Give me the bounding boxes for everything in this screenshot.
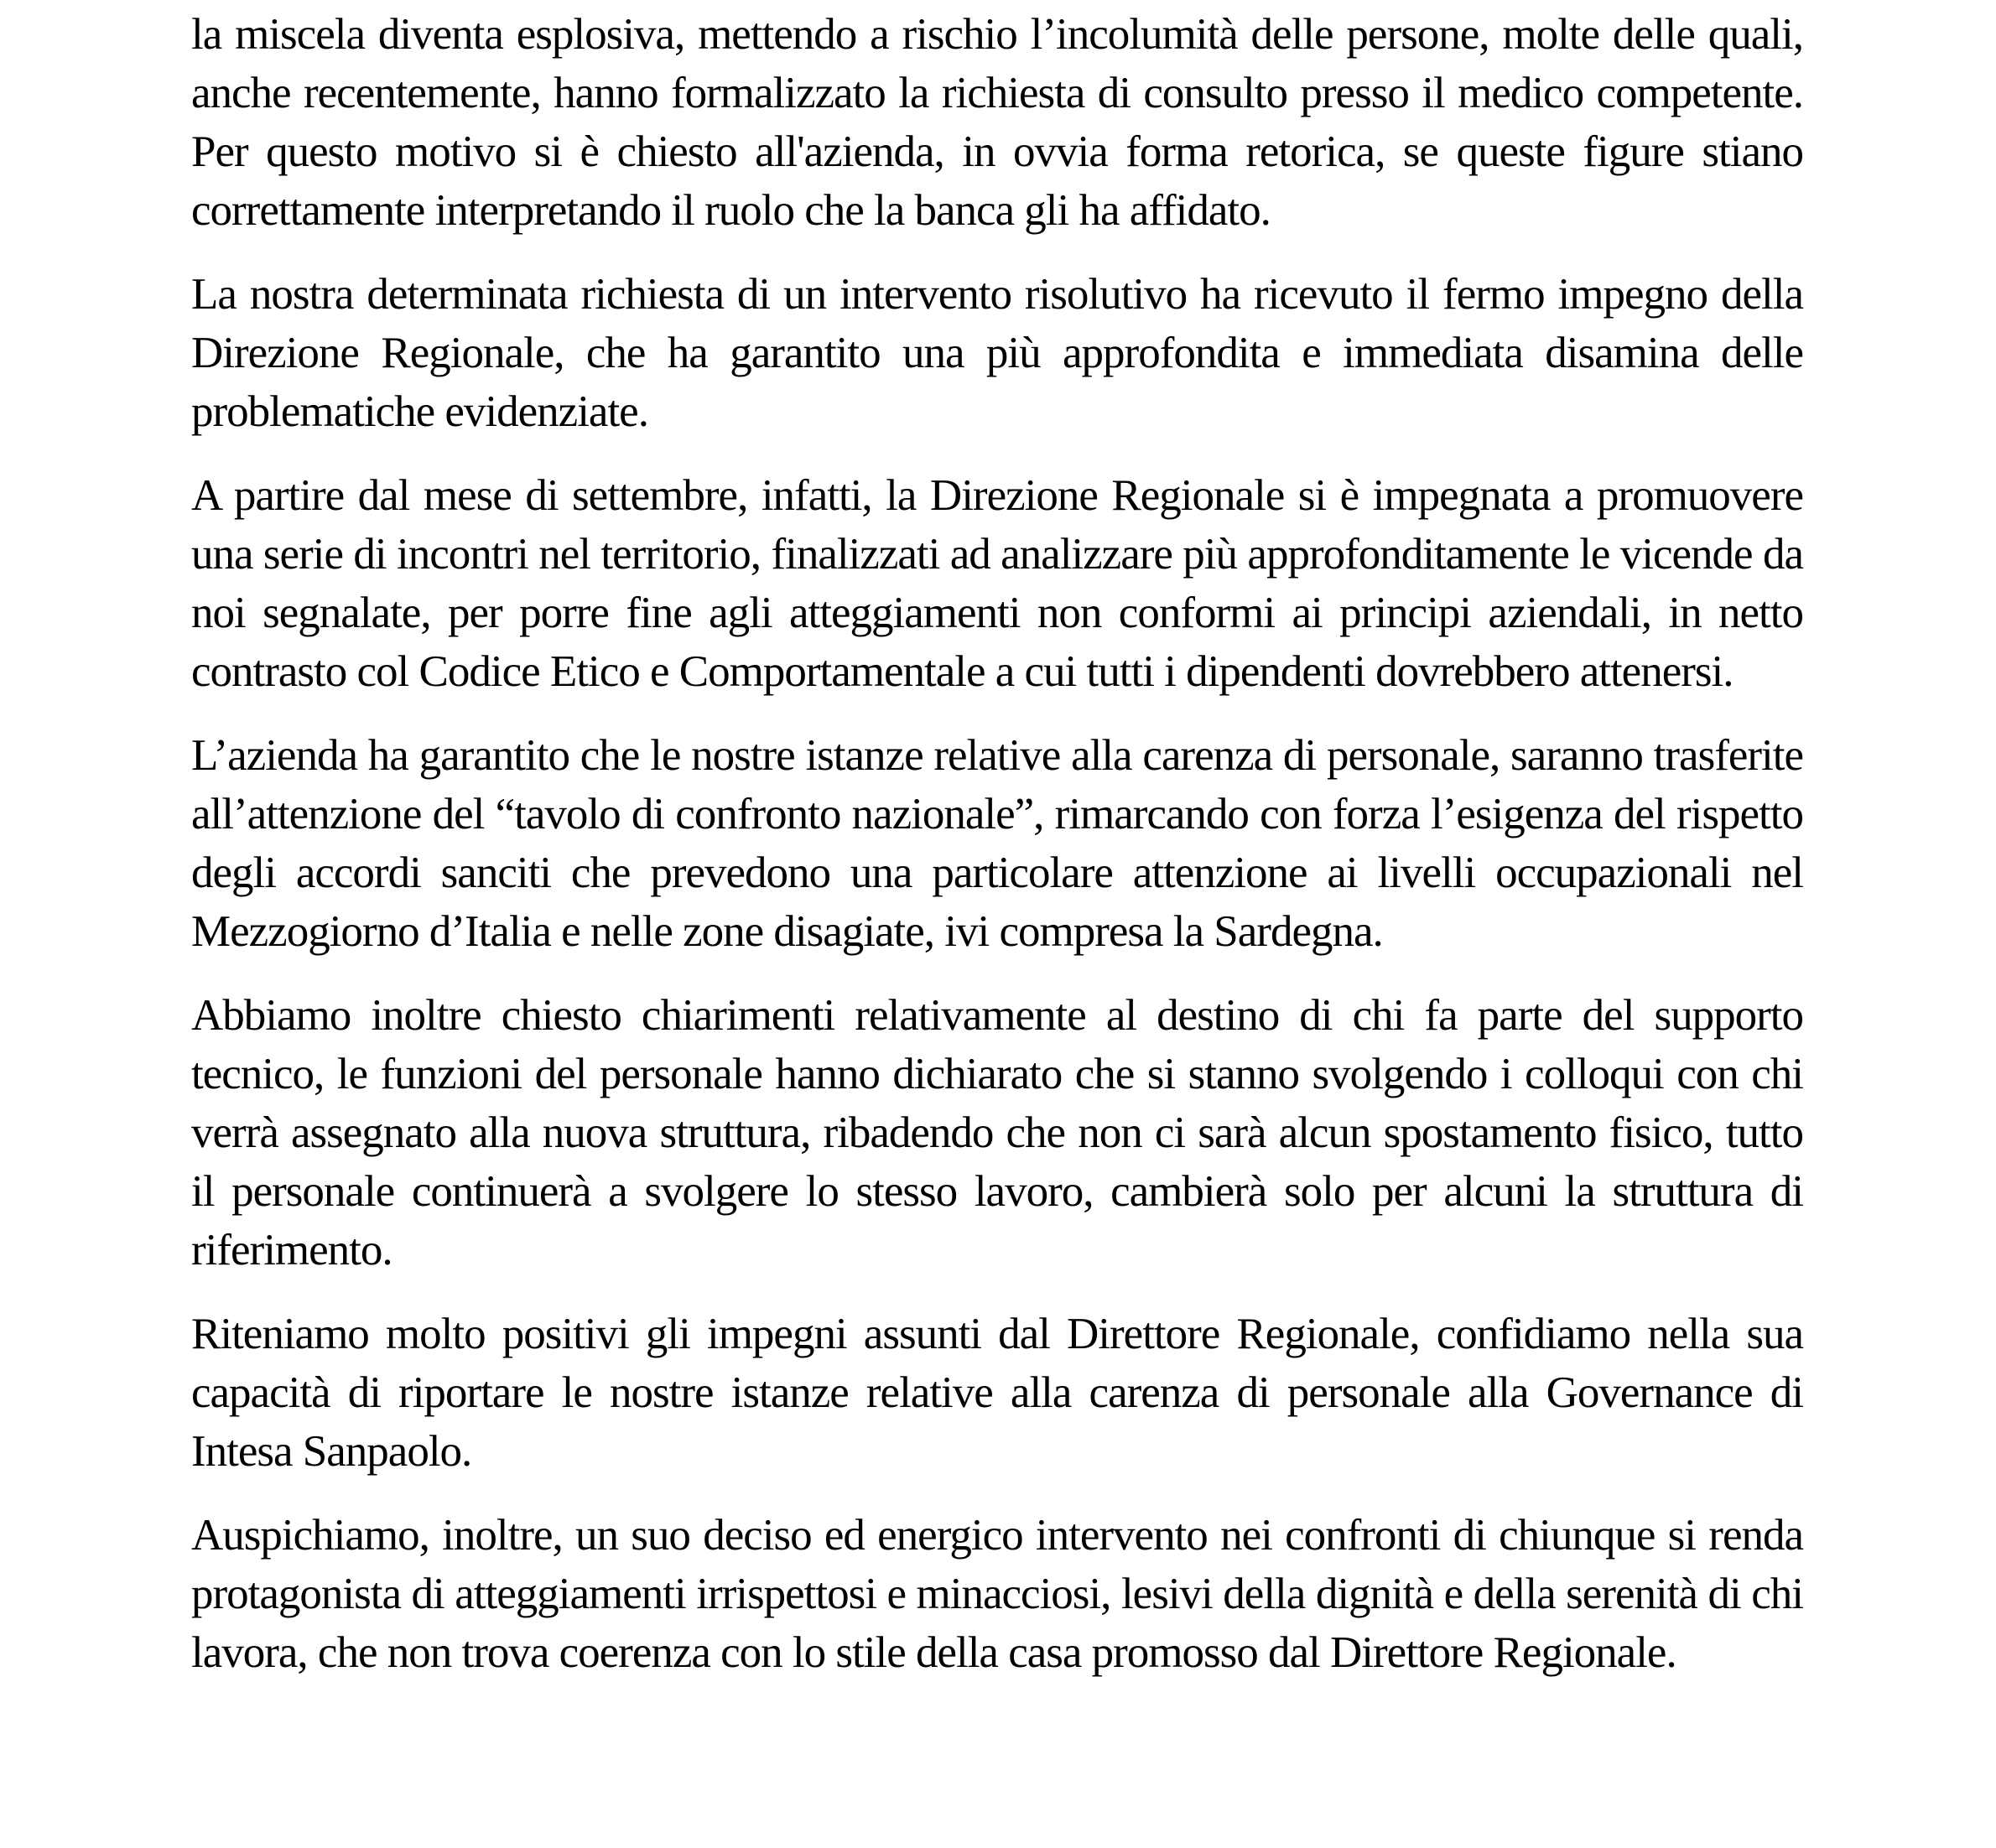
paragraph-7: Auspichiamo, inoltre, un suo deciso ed energico intervento nei confronti di chiunque si renda protagonista di atteggiamenti irrispettosi e minacciosi, lesivi della dignità e della serenità di chi lavora, che non trova coerenza con lo stile della casa promosso dal Direttore Regionale. xyxy=(191,1511,1803,1677)
paragraph-6: Riteniamo molto positivi gli impegni assunti dal Direttore Regionale, confidiamo nella sua capacità di riportare le nostre istanze relative alla carenza di personale alla Governance di Intesa Sanpaolo. xyxy=(191,1310,1803,1476)
paragraph-2: La nostra determinata richiesta di un intervento risolutivo ha ricevuto il fermo impegno della Direzione Regionale, che ha garantito una più approfondita e immediata disamina delle problematiche evidenziate. xyxy=(191,270,1803,436)
paragraph-3: A partire dal mese di settembre, infatti, la Direzione Regionale si è impegnata a promuovere una serie di incontri nel territorio, finalizzati ad analizzare più approfonditamente le vicende da noi segnalate, per porre fine agli atteggiamenti non conformi ai principi aziendali, in netto contrasto col Codice Etico e Comportamentale a cui tutti i dipendenti dovrebbero attenersi. xyxy=(191,471,1803,696)
paragraph-1: la miscela diventa esplosiva, mettendo a rischio l’incolumità delle persone, molte delle quali, anche recentemente, hanno formalizzato la richiesta di consulto presso il medico competente. Per questo motivo si è chiesto all'azienda, in ovvia forma retorica, se queste figure stiano correttamente interpretando il ruolo che la banca gli ha affidato. xyxy=(191,10,1803,235)
paragraph-5: Abbiamo inoltre chiesto chiarimenti relativamente al destino di chi fa parte del supporto tecnico, le funzioni del personale hanno dichiarato che si stanno svolgendo i colloqui con chi verrà assegnato alla nuova struttura, ribadendo che non ci sarà alcun spostamento fisico, tutto il personale continuerà a svolgere lo stesso lavoro, cambierà solo per alcuni la struttura di riferimento. xyxy=(191,991,1803,1274)
paragraph-4: L’azienda ha garantito che le nostre istanze relative alla carenza di personale, saranno trasferite all’attenzione del “tavolo di confronto nazionale”, rimarcando con forza l’esigenza del rispetto degli accordi sanciti che prevedono una particolare attenzione ai livelli occupazionali nel Mezzogiorno d’Italia e nelle zone disagiate, ivi compresa la Sardegna. xyxy=(191,731,1803,956)
